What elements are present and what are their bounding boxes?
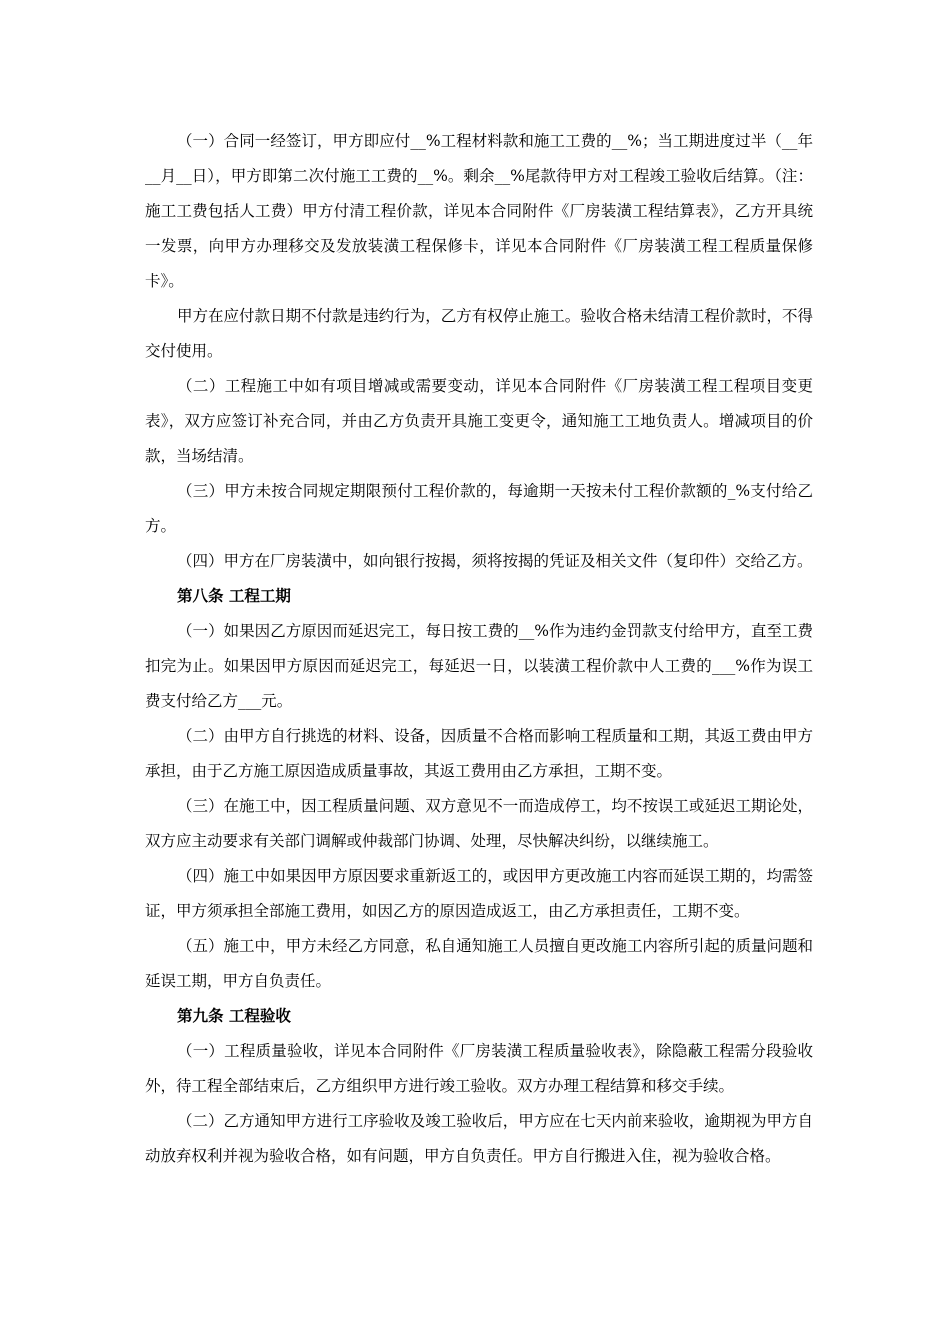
material-quality-paragraph: （二）由甲方自行挑选的材料、设备，因质量不合格而影响工程质量和工期，其返工费由甲方承担，由于乙方施工原因造成质量事故，其返工费用由乙方承担，工期不变。 bbox=[145, 727, 813, 780]
delay-penalty-paragraph: （一）如果因乙方原因而延迟完工，每日按工费的__%作为违约金罚款支付给甲方，直至工费扣完为止。如果因甲方原因而延迟完工，每延迟一日，以装潢工程价款中人工费的___%作为误工费支付给乙方___元。 bbox=[145, 622, 813, 710]
unauthorized-change-paragraph: （五）施工中，甲方未经乙方同意，私自通知施工人员擅自更改施工内容所引起的质量问题和延误工期，甲方自负责任。 bbox=[145, 937, 813, 990]
payment-schedule-paragraph: （一）合同一经签订，甲方即应付__%工程材料款和施工工费的__%；当工期进度过半（__年__月__日），甲方即第二次付施工工费的__%。剩余__%尾款待甲方对工程竣工验收后结算。（注：施工工费包括人工费）甲方付清工程价款，详见本合同附件《厂房装潢工程结算表》，乙方开具统一发票，向甲方办理移交及发放装潢工程保修卡，详见本合同附件《厂房装潢工程工程质量保修卡》。 bbox=[145, 132, 813, 290]
article-9-heading: 第九条 工程验收 bbox=[177, 1007, 291, 1025]
project-change-paragraph: （二）工程施工中如有项目增减或需要变动，详见本合同附件《厂房装潢工程工程项目变更表》，双方应签订补充合同，并由乙方负责开具施工变更令，通知施工工地负责人。增减项目的价款，当场结清。 bbox=[145, 377, 813, 465]
document-page bbox=[145, 124, 813, 1174]
dispute-resolution-paragraph: （三）在施工中，因工程质量问题、双方意见不一而造成停工，均不按误工或延迟工期论处，双方应主动要求有关部门调解或仲裁部门协调、处理，尽快解决纠纷，以继续施工。 bbox=[145, 797, 813, 850]
prepayment-penalty-paragraph: （三）甲方未按合同规定期限预付工程价款的，每逾期一天按未付工程价款额的_%支付给乙方。 bbox=[145, 482, 813, 535]
bank-mortgage-paragraph: （四）甲方在厂房装潢中，如向银行按揭，须将按揭的凭证及相关文件（复印件）交给乙方。 bbox=[177, 552, 813, 570]
acceptance-deadline-paragraph: （二）乙方通知甲方进行工序验收及竣工验收后，甲方应在七天内前来验收，逾期视为甲方自动放弃权利并视为验收合格，如有问题，甲方自负责任。甲方自行搬进入住，视为验收合格。 bbox=[145, 1112, 813, 1165]
quality-acceptance-paragraph: （一）工程质量验收，详见本合同附件《厂房装潢工程质量验收表》，除隐蔽工程需分段验收外，待工程全部结束后，乙方组织甲方进行竣工验收。双方办理工程结算和移交手续。 bbox=[145, 1042, 813, 1095]
late-payment-paragraph: 甲方在应付款日期不付款是违约行为，乙方有权停止施工。验收合格未结清工程价款时，不得交付使用。 bbox=[145, 307, 813, 360]
rework-paragraph: （四）施工中如果因甲方原因要求重新返工的，或因甲方更改施工内容而延误工期的，均需签证，甲方须承担全部施工费用，如因乙方的原因造成返工，由乙方承担责任，工期不变。 bbox=[145, 867, 813, 920]
article-8-heading: 第八条 工程工期 bbox=[177, 587, 291, 605]
